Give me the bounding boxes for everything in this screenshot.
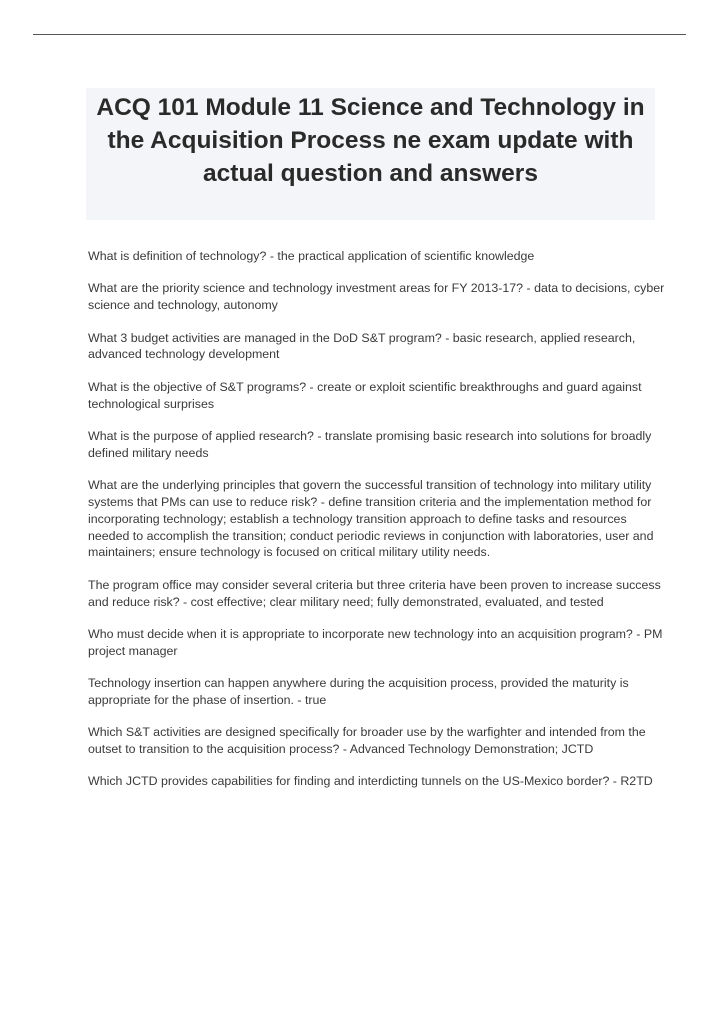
qa-item: What is the objective of S&T programs? - create or exploit scientific breakthroughs and guard against technological surprises [88,379,642,411]
qa-item: Who must decide when it is appropriate to incorporate new technology into an acquisition program? - PM project manager [88,626,663,658]
top-divider [33,34,686,35]
qa-item: Which JCTD provides capabilities for finding and interdicting tunnels on the US-Mexico border? - R2TD [88,774,653,789]
qa-item: Which S&T activities are designed specifically for broader use by the warfighter and intended from the outset to transition to the acquisition process? - Advanced Technology Demonstration; JCTD [88,725,646,757]
qa-item: Technology insertion can happen anywhere during the acquisition process, provided the maturity is appropriate for the phase of insertion. - true [88,676,629,707]
qa-item: The program office may consider several criteria but three criteria have been proven to increase success and reduce risk? - cost effective; clear military need; fully demonstrated, evaluated, and tested [88,577,661,609]
document-title: ACQ 101 Module 11 Science and Technology in the Acquisition Process ne exam update with actual question and answers [96,94,645,187]
qa-item: What are the priority science and technology investment areas for FY 2013-17? - data to decisions, cyber science and technology, autonomy [88,281,665,313]
qa-list [88,248,668,806]
qa-item: What is definition of technology? - the practical application of scientific knowledge [88,249,535,263]
qa-item: What are the underlying principles that govern the successful transition of technology into military utility systems that PMs can use to reduce risk? - define transition criteria and the implementation method for incorporating technology; establish a technology transition approach to define tasks and resources needed to accomplish the transition; conduct periodic reviews in conjunction with laboratories, user and maintainers; ensure technology is focused on critical military utility needs. [88,478,654,560]
qa-item: What 3 budget activities are managed in the DoD S&T program? - basic research, applied research, advanced technology development [88,330,636,362]
qa-item: What is the purpose of applied research? - translate promising basic research into solutions for broadly defined military needs [88,428,652,460]
title-banner [86,88,655,220]
